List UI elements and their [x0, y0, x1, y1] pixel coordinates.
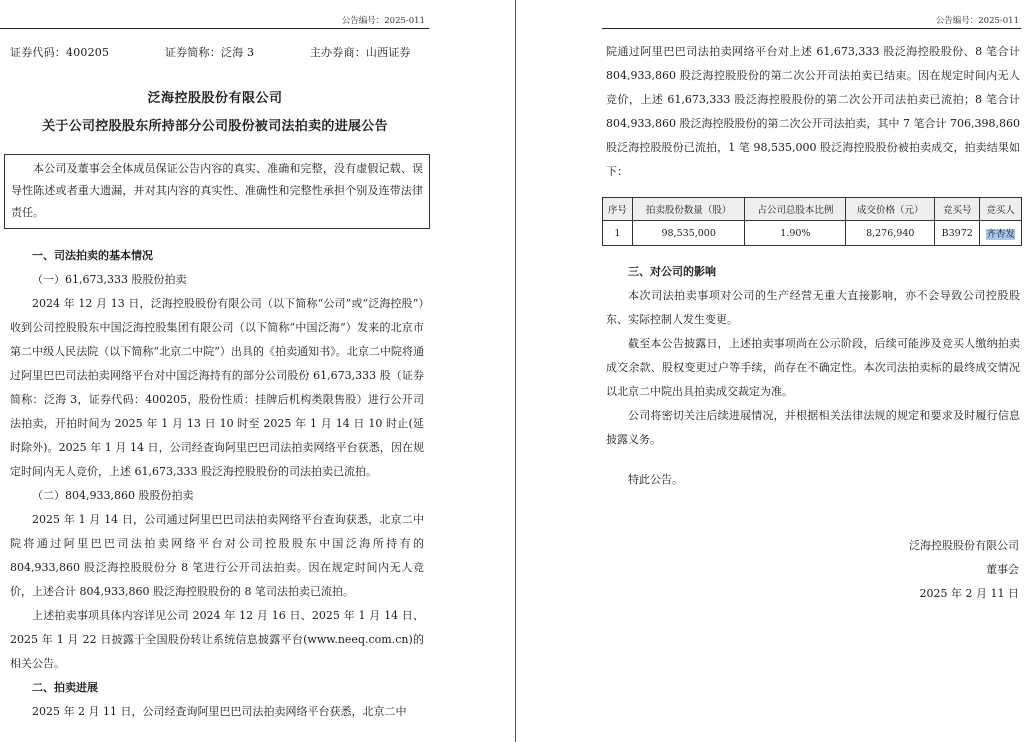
cell-bidder: [980, 221, 1022, 246]
col-header-bidder: 竞买人: [980, 198, 1022, 221]
sub-1-paragraph: 2024 年 12 月 13 日，泛海控股股份有限公司（以下简称“公司”或“泛海控股”）收到公司控股股东中国泛海控股集团有限公司（以下简称“中国泛海”）发来的北京市第二中级人民法院（以下简称“北京二中院”）出具的《拍卖通知书》。北京二中院将通过阿里巴巴司法拍卖网络平台对中国泛海持有的部分公司股份 61,673,333 股（证券简称：泛海 3，证券代码：400205，股份性质：挂牌后机构类限售股）进行公开司法拍卖，开拍时间为 2025 年 1 月 13 日 10 时至 2025 年 1 月 14 日 10 时止(延时除外)。2025 年 1 月 14 日，公司经查询阿里巴巴司法拍卖网络平台获悉，因在规定时间内无人竞价，上述 61,673,333 股泛海控股股份的司法拍卖已流拍。: [10, 297, 424, 478]
section-1-heading: 一、司法拍卖的基本情况: [32, 249, 153, 262]
section-3-heading: 三、对公司的影响: [628, 265, 716, 278]
sub-2-heading: （二）804,933,860 股股份拍卖: [32, 489, 194, 502]
col-header-seq: 序号: [603, 198, 633, 221]
section-2-paragraph: 2025 年 2 月 11 日，公司经查询阿里巴巴司法拍卖网络平台获悉，北京二中: [32, 705, 407, 718]
security-info-line: [10, 44, 411, 60]
table-header-row: [603, 198, 1022, 221]
col-header-ratio: 占公司总股本比例: [745, 198, 846, 221]
cell-seq: 1: [603, 221, 633, 246]
security-code: 证券代码：400205: [10, 46, 110, 59]
cell-bid-no: B3972: [935, 221, 980, 246]
section-3-paragraph-2: 截至本公告披露日，上述拍卖事项尚在公示阶段，后续可能涉及竞买人缴纳拍卖成交余款、股权变更过户等手续，尚存在不确定性。本次司法拍卖标的最终成交情况以北京二中院出具拍卖成交裁定为准。: [606, 337, 1020, 398]
sub-1-heading: （一）61,673,333 股股份拍卖: [32, 273, 187, 286]
section-3-paragraph-3: 公司将密切关注后续进展情况，并根据相关法律法规的规定和要求及时履行信息披露义务。: [606, 409, 1020, 446]
section-3-paragraph-1: 本次司法拍卖事项对公司的生产经营无重大直接影响，亦不会导致公司控股股东、实际控制人发生变更。: [606, 289, 1020, 326]
sub-2-paragraph: 2025 年 1 月 14 日，公司通过阿里巴巴司法拍卖网络平台查询获悉，北京二中院将通过阿里巴巴司法拍卖网络平台对公司控股股东中国泛海所持有的 804,933,860 股泛海控股股份分 8 笔进行公开司法拍卖。因在规定时间内无人竞价，上述合计 804,933,860 股泛海控股股份的 8 笔司法拍卖已流拍。: [10, 513, 424, 598]
cell-price: 8,276,940: [846, 221, 935, 246]
table-row: [603, 221, 1022, 246]
broker: 主办券商：山西证券: [309, 46, 411, 59]
header-rule: [602, 28, 1021, 29]
header-rule: [0, 28, 429, 29]
security-name: 证券简称：泛海 3: [164, 46, 255, 59]
section-1: [10, 244, 424, 724]
section-2-heading: 二、拍卖进展: [32, 681, 98, 694]
reference-paragraph: 上述拍卖事项具体内容详见公司 2024 年 12 月 16 日、2025 年 1 月 14 日、2025 年 1 月 22 日披露于全国股份转让系统信息披露平台(www.neeq.com.cn)的相关公告。: [10, 609, 424, 670]
auction-result-table: [602, 197, 1022, 246]
announcement-number: 公告编号：2025-011: [341, 16, 425, 26]
col-header-shares: 拍卖股份数量（股）: [632, 198, 745, 221]
signature-company: 泛海控股股份有限公司: [909, 539, 1019, 552]
col-header-price: 成交价格（元）: [846, 198, 935, 221]
closing-text: 特此公告。: [628, 473, 683, 486]
cell-shares: 98,535,000: [632, 221, 745, 246]
company-title: 泛海控股股份有限公司: [147, 91, 283, 106]
section-3: [606, 260, 1020, 452]
right-page: [516, 0, 1031, 742]
signature-date: 2025 年 2 月 11 日: [919, 587, 1019, 600]
continued-paragraph: 院通过阿里巴巴司法拍卖网络平台对上述 61,673,333 股泛海控股股份、8 笔合计 804,933,860 股泛海控股股份的第二次公开司法拍卖已结束。因在规定时间内无人竞价，上述 61,673,333 股泛海控股股份的第二次公开司法拍卖已流拍；8 笔合计 804,933,860 股泛海控股股份的第二次公开司法拍卖，其中 7 笔合计 706,398,860 股泛海控股股份已流拍，1 笔 98,535,000 股泛海控股股份被拍卖成交，拍卖结果如下：: [606, 45, 1020, 178]
board-statement-box: 本公司及董事会全体成员保证公告内容的真实、准确和完整，没有虚假记载、误导性陈述或者重大遗漏，并对其内容的真实性、准确性和完整性承担个别及连带法律责任。: [4, 154, 430, 229]
cell-ratio: 1.90%: [745, 221, 846, 246]
announcement-title: 关于公司控股股东所持部分公司股份被司法拍卖的进展公告: [42, 119, 388, 134]
bidder-name-highlight: 齐杏发: [986, 229, 1015, 240]
announcement-number: 公告编号：2025-011: [935, 16, 1019, 26]
col-header-bid-no: 竞买号: [935, 198, 980, 221]
signature-board: 董事会: [986, 563, 1019, 576]
